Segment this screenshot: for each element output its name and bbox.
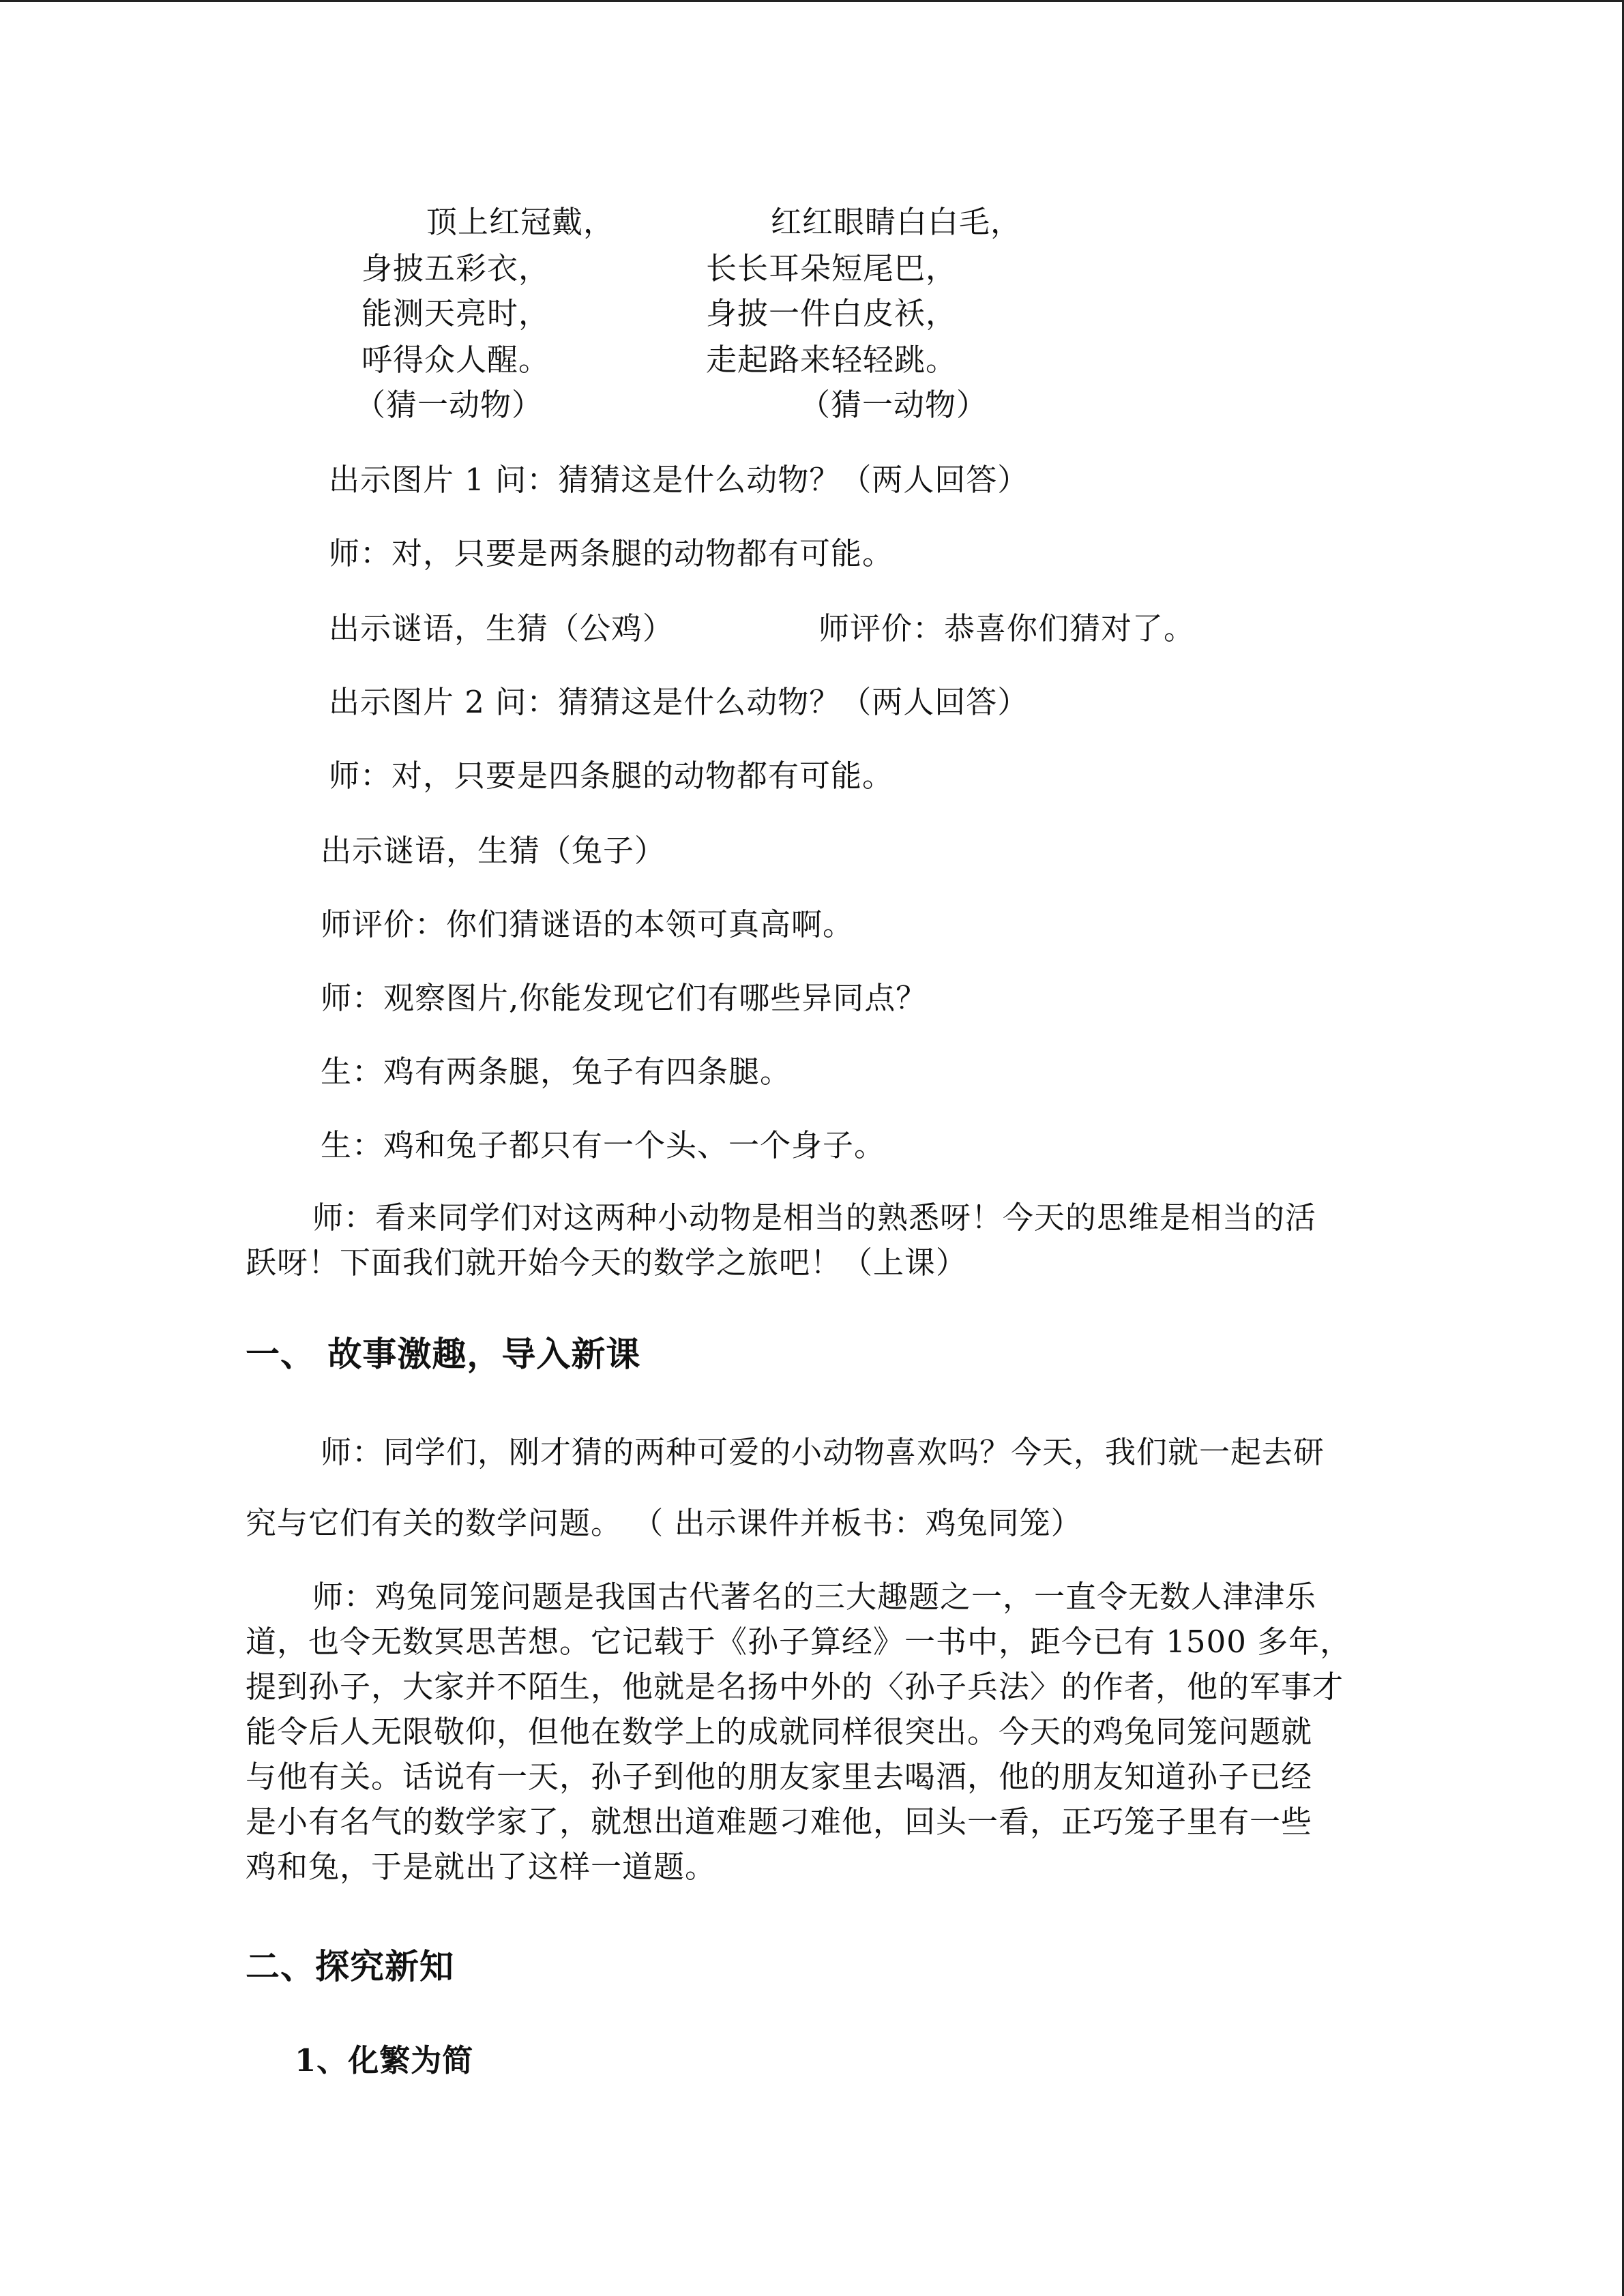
paragraph-line: 师：鸡兔同笼问题是我国古代著名的三大趣题之一，一直令无数人津津乐 [312, 1579, 1317, 1615]
dialogue-line: 师评价：恭喜你们猜对了。 [818, 610, 1196, 646]
dialogue-line: 出示图片 2 问：猜猜这是什么动物？（两人回答） [329, 684, 1029, 720]
paragraph-line: 能令后人无限敬仰，但他在数学上的成就同样很突出。今天的鸡兔同笼问题就 [246, 1714, 1313, 1750]
riddle-left-line: 顶上红冠戴， [426, 204, 615, 240]
dialogue-line: 生：鸡有两条腿，兔子有四条腿。 [321, 1054, 792, 1090]
dialogue-line: 跃呀！下面我们就开始今天的数学之旅吧！（上课） [246, 1244, 968, 1281]
section-heading: 二、探究新知 [246, 1946, 454, 1986]
riddle-right-line: 身披一件白皮袄， [706, 295, 958, 331]
paragraph-line: 提到孙子，大家并不陌生，他就是名扬中外的〈孙子兵法〉的作者，他的军事才 [246, 1669, 1344, 1705]
riddle-right-line: 长长耳朵短尾巴， [706, 250, 958, 286]
page-top-border [0, 0, 1624, 2]
paragraph-line: 鸡和兔，于是就出了这样一道题。 [246, 1849, 717, 1885]
dialogue-line: 出示图片 1 问：猜猜这是什么动物？（两人回答） [329, 462, 1029, 498]
riddle-left-line: 身披五彩衣， [361, 250, 550, 286]
riddle-right-line: 走起路来轻轻跳。 [706, 342, 958, 378]
dialogue-line: 师评价：你们猜谜语的本领可真高啊。 [321, 906, 855, 942]
riddle-left-line: 呼得众人醒。 [361, 342, 550, 378]
subsection-heading: 1、化繁为简 [295, 2042, 474, 2078]
paragraph-line: 与他有关。话说有一天，孙子到他的朋友家里去喝酒，他的朋友知道孙子已经 [246, 1759, 1313, 1795]
section-heading: 一、 故事激趣，导入新课 [246, 1334, 641, 1374]
dialogue-line: 师：看来同学们对这两种小动物是相当的熟悉呀！今天的思维是相当的活 [312, 1199, 1317, 1236]
paragraph-line: 究与它们有关的数学问题。 （ 出示课件并板书：鸡兔同笼） [246, 1505, 1082, 1541]
dialogue-line: 生：鸡和兔子都只有一个头、一个身子。 [321, 1127, 886, 1163]
dialogue-line: 师：对，只要是四条腿的动物都有可能。 [329, 758, 894, 794]
paragraph-line: 道，也令无数冥思苦想。它记载于《孙子算经》一书中，距今已有 1500 多年， [246, 1624, 1352, 1660]
dialogue-line: 师：观察图片,你能发现它们有哪些异同点？ [321, 980, 928, 1016]
riddle-left-line: 能测天亮时， [361, 295, 550, 331]
dialogue-line: 师：对，只要是两条腿的动物都有可能。 [329, 535, 894, 571]
paragraph-line: 是小有名气的数学家了，就想出道难题刁难他，回头一看，正巧笼子里有一些 [246, 1804, 1313, 1840]
dialogue-line: 出示谜语，生猜（兔子） [321, 833, 666, 869]
paragraph-line: 师：同学们，刚才猜的两种可爱的小动物喜欢吗？今天，我们就一起去研 [321, 1434, 1325, 1470]
riddle-right-line: （猜一动物） [799, 387, 988, 423]
dialogue-line: 出示谜语，生猜（公鸡） [329, 610, 675, 646]
riddle-left-line: （猜一动物） [355, 387, 544, 423]
riddle-right-line: 红红眼睛白白毛， [771, 204, 1022, 240]
